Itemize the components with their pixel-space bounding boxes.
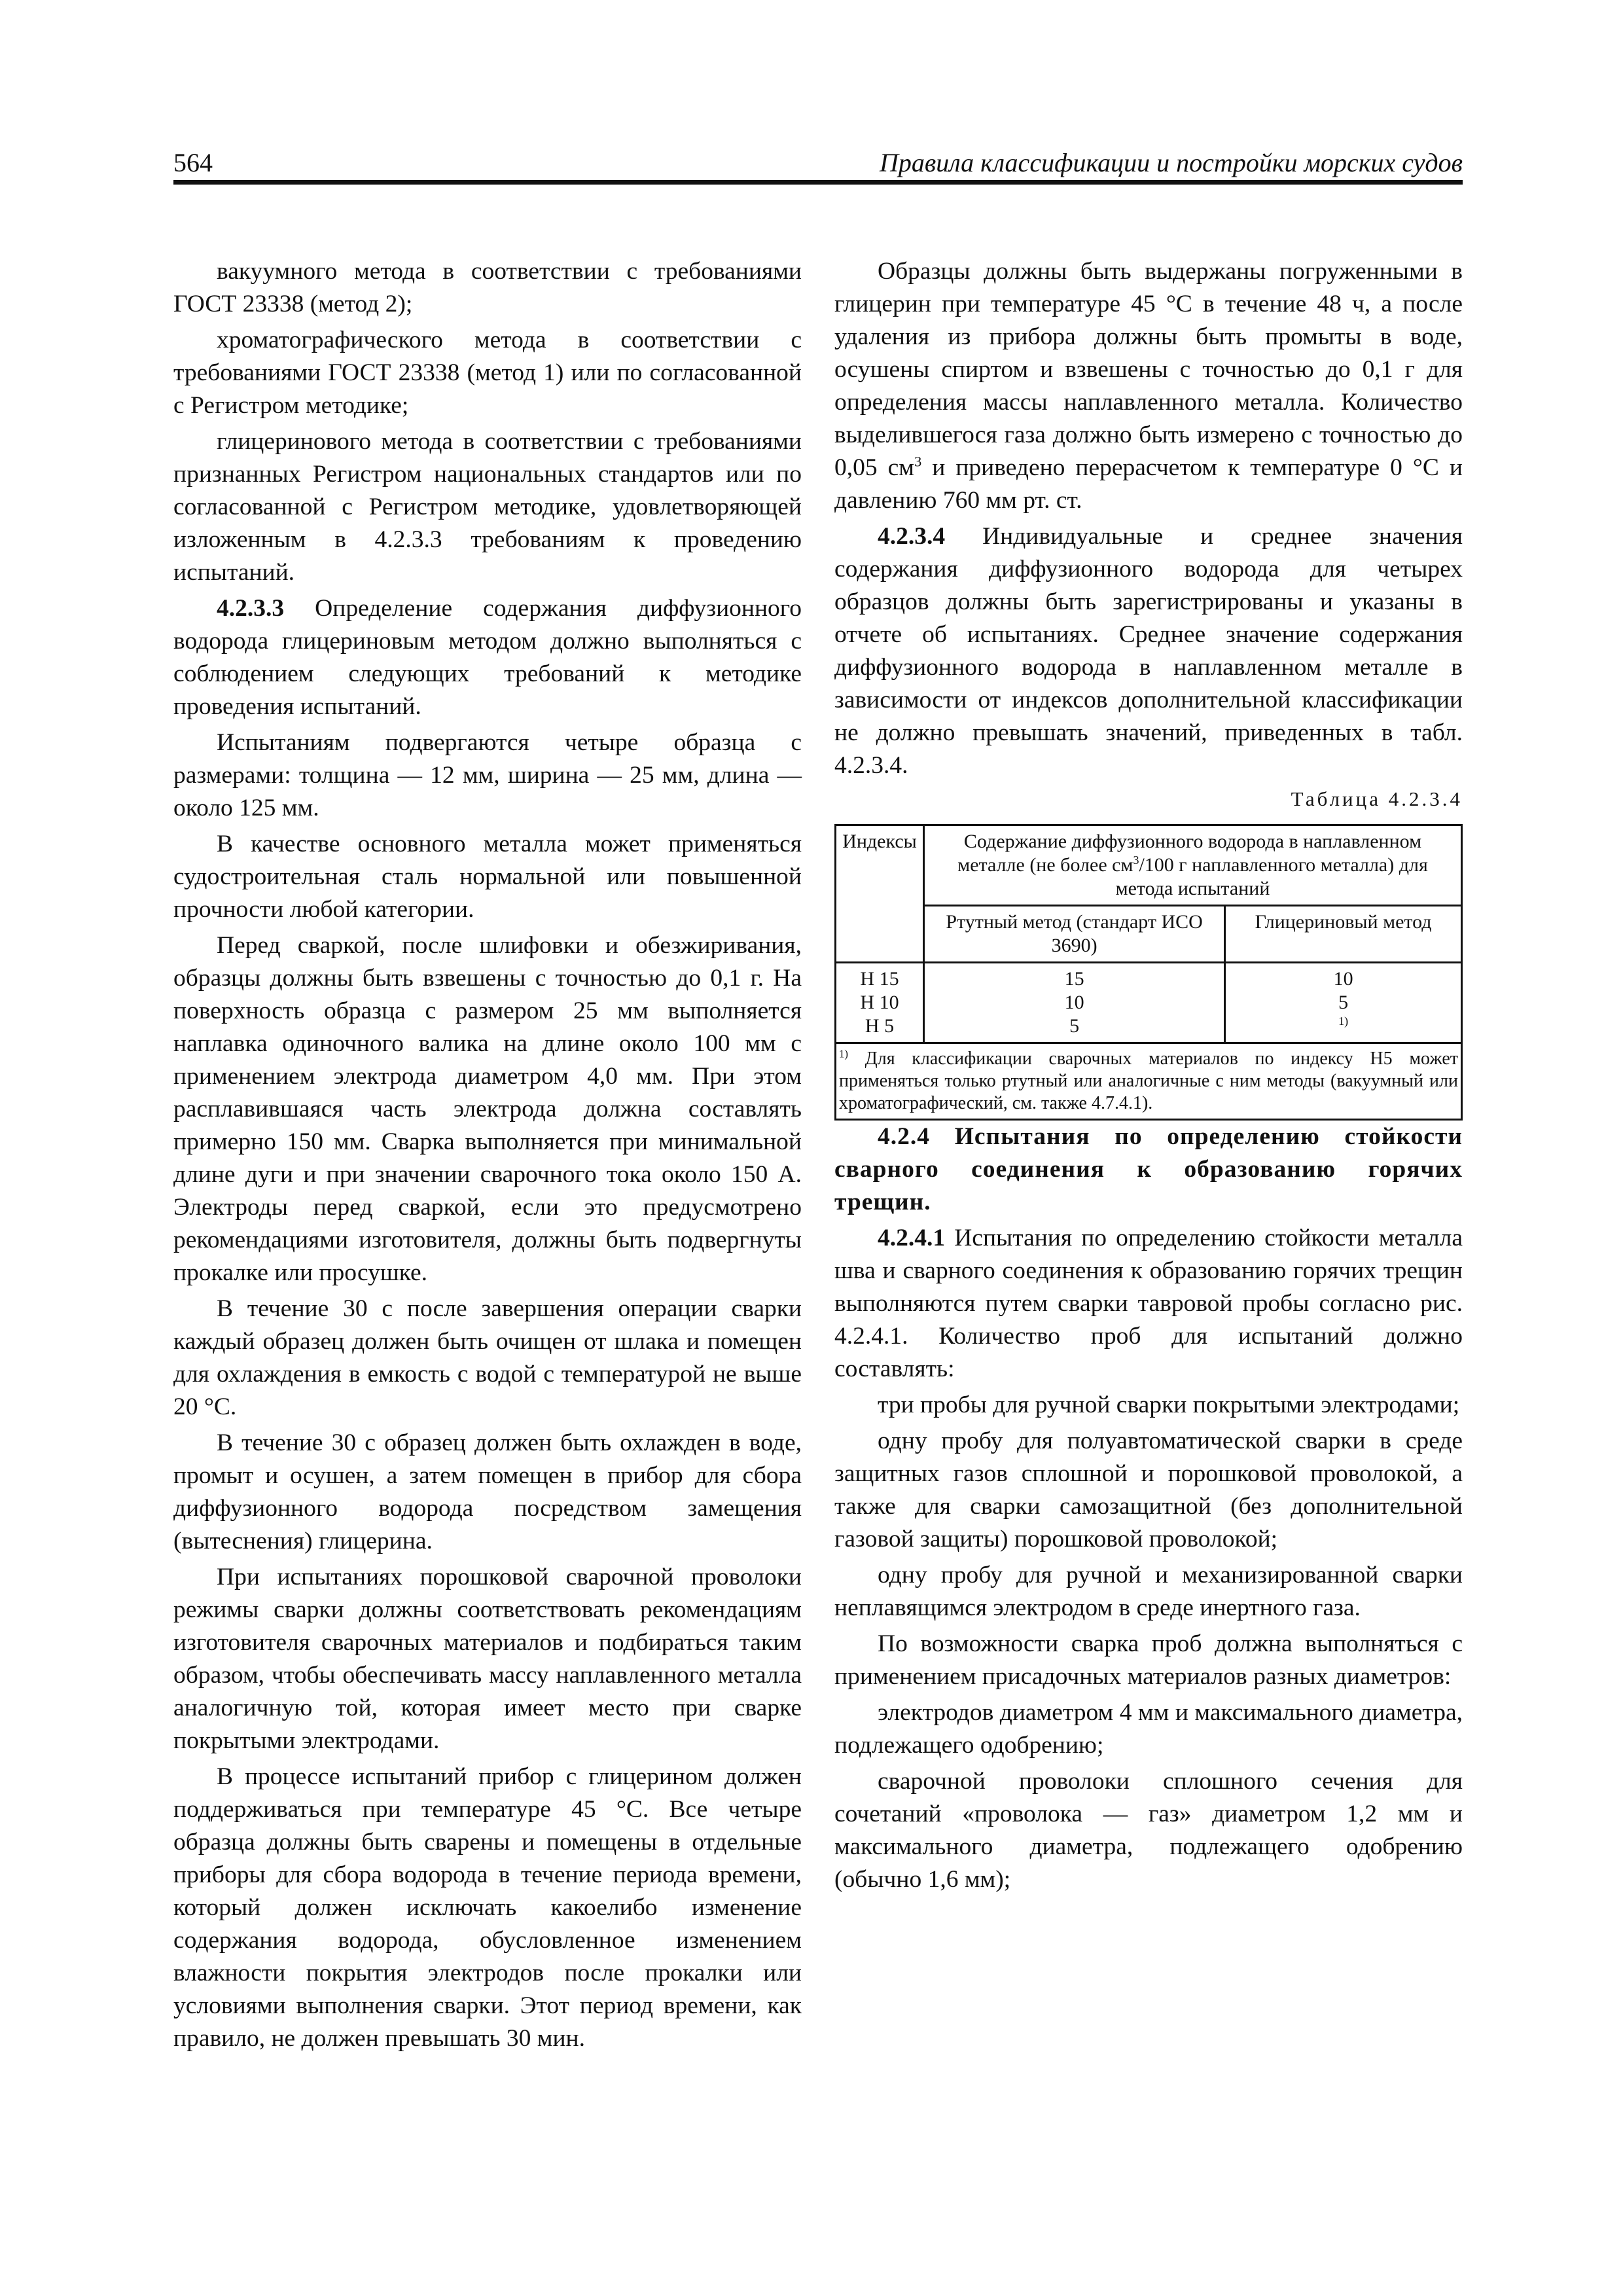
footnote-mark: 1) [839, 1047, 848, 1060]
paragraph: одну пробу для полуавтоматической сварки в среде защитных газов сплошной и порошковой проволокой, а также для сварки самозащитной (без дополнительной газовой защиты) порошковой проволокой; [834, 1427, 1463, 1552]
paragraph: три пробы для ручной сварки покрытыми электродами; [878, 1391, 1460, 1418]
running-title: Правила классификации и постройки морских судов [879, 148, 1463, 177]
paragraph: Перед сваркой, после шлифовки и обезжиривания, образцы должны быть взвешены с точностью до 0,1 г. На поверхность образца с размером 25 мм выполняется наплавка одиночного валика на длине около 100 мм с применением электрода диаметром 4,0 мм. При этом расплавившаяся часть электрода должна составлять примерно 150 мм. Сварка выполняется при минимальной длине дуги и при значении сварочного тока около 150 А. Электроды перед сваркой, если это предусмотрено рекомендациями изготовителя, должны быть подвергнуты прокалке или просушке. [173, 932, 802, 1286]
paragraph-text: Определение содержания диффузионного водорода глицериновым методом должно выполняться с соблюдением следующих требований к методике проведения испытаний. [173, 595, 802, 720]
table-cell: Н 5 [865, 1015, 895, 1037]
header-index: Индексы [836, 825, 924, 963]
paragraph: В процессе испытаний прибор с глицерином должен поддерживаться при температуре 45 °С. Все четыре образца должны быть сварены и помещены в отдельные приборы для сбора водорода в течение периода времени, который должен исключать какоелибо изменение содержания водорода, обусловленное изменением влажности покрытия электродов после прокалки или условиями выполнения сварки. Этот период времени, как правило, не должен превышать 30 мин. [173, 1763, 802, 2052]
index-values [836, 963, 924, 1043]
table-cell: 1) [1338, 1014, 1349, 1028]
page-number: 564 [173, 148, 213, 177]
paragraph: В течение 30 с образец должен быть охлажден в воде, промыт и осушен, а затем помещен в прибор для сбора диффузионного водорода посредством замещения (вытеснения) глицерина. [173, 1429, 802, 1554]
table-cell: 10 [1333, 968, 1353, 990]
paragraph [834, 255, 1463, 517]
page-header [173, 147, 1463, 180]
mercury-values [924, 963, 1225, 1043]
paragraph: сварочной проволоки сплошного сечения для сочетаний «проволока — газ» диаметром 1,2 мм и максимального диаметра, подлежащего одобрению (обычно 1,6 мм); [834, 1768, 1463, 1893]
table-cell: 5 [1338, 992, 1349, 1013]
superscript: 3 [1133, 853, 1139, 867]
paragraph [834, 520, 1463, 782]
superscript: 3 [914, 453, 922, 470]
clause-number: 4.2.3.3 [217, 595, 285, 622]
paragraph [834, 1222, 1463, 1386]
paragraph: электродов диаметром 4 мм и максимального диаметра, подлежащего одобрению; [834, 1699, 1463, 1759]
table-cell: Н 15 [860, 968, 899, 990]
header-glycerin: Глицериновый метод [1225, 906, 1462, 963]
left-column [173, 255, 802, 2058]
header-rule [173, 180, 1463, 185]
paragraph: При испытаниях порошковой сварочной проволоки режимы сварки должны соответствовать рекомендациям изготовителя сварочных материалов и подбираться таким образом, чтобы обеспечивать массу наплавленного металла аналогичную той, которая имеет место при сварке покрытыми электродами. [173, 1564, 802, 1754]
paragraph: Испытаниям подвергаются четыре образца с размерами: толщина — 12 мм, ширина — 25 мм, длина — около 125 мм. [173, 729, 802, 821]
header-main: Содержание диффузионного водорода в наплавленном металле (не более $см^3/100$ г наплавленного металла) для метода испытаний [924, 825, 1462, 906]
paragraph-text: Индивидуальные и среднее значения содержания диффузионного водорода для четырех образцов должны быть зарегистрированы и указаны в отчете об испытаниях. Среднее значение содержания диффузионного водорода в наплавленном металле в зависимости от индексов дополнительной классификации не должно превышать значений, приведенных в табл. 4.2.3.4. [834, 523, 1463, 779]
table-footnote: $^{1)}$ Для классификации сварочных материалов по индексу Н5 может применяться только ртутный или аналогичные с ним методы (вакуумный или хроматографический, см. также 4.7.4.1). [836, 1043, 1462, 1120]
hydrogen-table [834, 824, 1463, 1121]
paragraph-text: Образцы должны быть выдержаны погруженными в глицерин при температуре 45 °С в течение 48 ч, а после удаления из прибора должны быть промыты в воде, осушены спиртом и взвешены с точностью до 0,1 г для определения массы наплавленного металла. Количество выделившегося газа должно быть измерено с точностью до 0,05 см [834, 258, 1463, 481]
clause-number: 4.2.3.4 [878, 523, 946, 550]
paragraph-text: и приведено перерасчетом к температуре 0 °С и давлению 760 мм рт. ст. [834, 454, 1463, 514]
paragraph: вакуумного метода в соответствии с требованиями ГОСТ 23338 (метод 2); [173, 258, 802, 317]
table-caption: Таблица 4.2.3.4 [1291, 787, 1463, 810]
paragraph: В течение 30 с после завершения операции сварки каждый образец должен быть очищен от шлака и помещен для охлаждения в емкость с водой с температурой не выше 20 °С. [173, 1295, 802, 1420]
paragraph: глицеринового метода в соответствии с требованиями признанных Регистром национальных стандартов или по согласованной с Регистром методике, удовлетворяющей изложенным в 4.2.3.3 требованиям к проведению испытаний. [173, 428, 802, 586]
right-column [834, 255, 1463, 1899]
table-cell: 10 [1064, 992, 1084, 1013]
table-cell: 5 [1069, 1015, 1080, 1037]
paragraph-text: Испытания по определению стойкости металла шва и сварного соединения к образованию горячих трещин выполняются путем сварки тавровой пробы согласно рис. 4.2.4.1. Количество проб для испытаний должно составлять: [834, 1225, 1463, 1382]
paragraph: В качестве основного металла может применяться судостроительная сталь нормальной или повышенной прочности любой категории. [173, 831, 802, 923]
paragraph: хроматографического метода в соответствии с требованиями ГОСТ 23338 (метод 1) или по согласованной с Регистром методике; [173, 327, 802, 419]
glycerin-values [1225, 963, 1462, 1043]
section-heading: 4.2.4 Испытания по определению стойкости сварного соединения к образованию горячих трещин. [834, 1123, 1463, 1215]
table-cell: 15 [1064, 968, 1084, 990]
table-cell: Н 10 [860, 992, 899, 1013]
header-mercury: Ртутный метод (стандарт ИСО 3690) [924, 906, 1225, 963]
clause-number: 4.2.4.1 [878, 1225, 946, 1251]
paragraph: По возможности сварка проб должна выполняться с применением присадочных материалов разных диаметров: [834, 1630, 1463, 1690]
paragraph: одну пробу для ручной и механизированной сварки неплавящимся электродом в среде инертного газа. [834, 1562, 1463, 1621]
paragraph [173, 592, 802, 723]
